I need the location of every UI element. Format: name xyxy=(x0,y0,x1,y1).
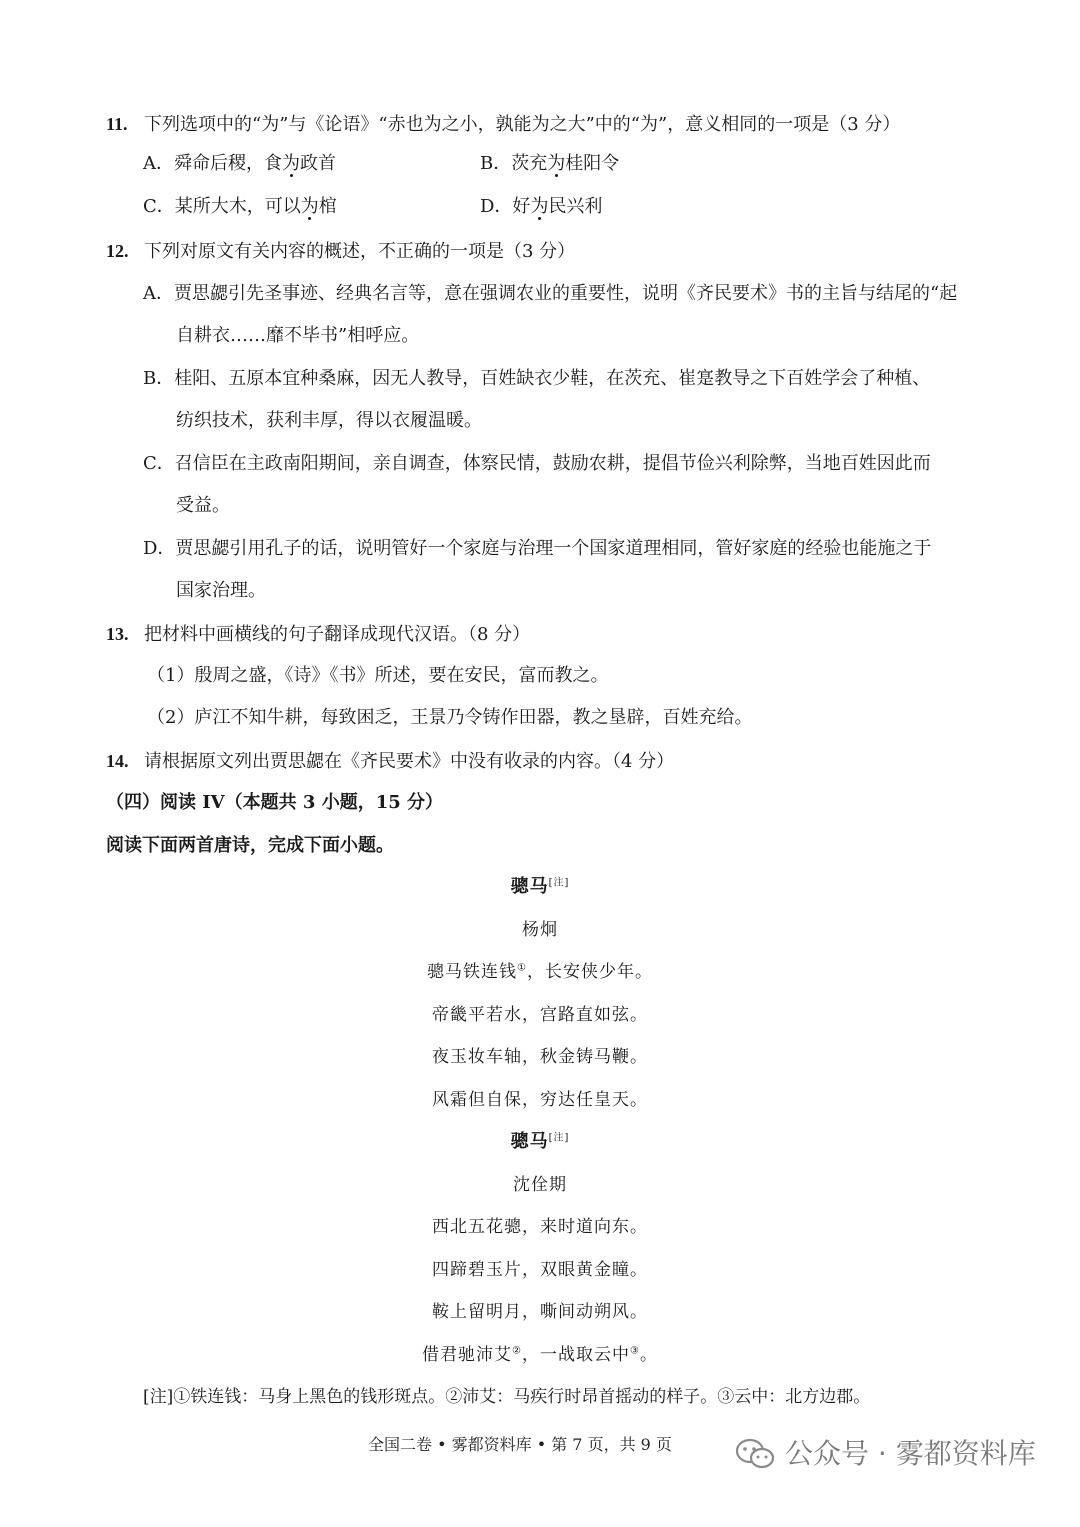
poem2-line-1: 西北五花骢，来时道向东。 xyxy=(432,1217,648,1237)
poem2-line-4: 借君驰沛艾②，一战取云中③。 xyxy=(422,1345,658,1365)
poem1-author: 杨炯 xyxy=(522,920,558,940)
poem2-line-3: 鞍上留明月，嘶间动朔风。 xyxy=(432,1302,648,1322)
q11-option-d: D．好为民兴利 xyxy=(480,196,603,217)
q13-sentence-1: （1）殷周之盛，《诗》《书》所述，要在安民，富而教之。 xyxy=(147,665,609,686)
q11-option-a: A．舜命后稷，食为政首 xyxy=(143,153,336,174)
q12-option-d-line2: 国家治理。 xyxy=(176,580,266,601)
watermark xyxy=(735,1434,1036,1474)
question-14 xyxy=(106,749,674,774)
poem-notes: [注]①铁连钱：马身上黑色的钱形斑点。②沛艾：马疾行时昂首摇动的样子。③云中：北方边郡。 xyxy=(143,1387,871,1407)
q12-option-b-line2: 纺织技术，获利丰厚，得以衣履温暖。 xyxy=(176,410,482,431)
q11-option-c: C．某所大木，可以为棺 xyxy=(143,196,337,217)
poem2-title: 骢马[注] xyxy=(510,1131,570,1152)
poem1-title: 骢马[注] xyxy=(510,876,570,897)
q12-option-b-line1: B．桂阳、五原本宜种桑麻，因无人教导，百姓缺衣少鞋，在茨充、崔寔教导之下百姓学会了种植、 xyxy=(143,368,931,389)
q12-option-a-line2: 自耕衣……靡不毕书”相呼应。 xyxy=(176,325,420,346)
poem1-line-4: 风霜但自保，穷达任皇天。 xyxy=(432,1090,648,1110)
poem1-line-1: 骢马铁连钱①，长安侠少年。 xyxy=(427,962,653,982)
section-instruction: 阅读下面两首唐诗，完成下面小题。 xyxy=(106,835,394,856)
question-text: 把材料中画横线的句子翻译成现代汉语。（8 分） xyxy=(144,624,531,645)
question-number: 14. xyxy=(106,751,129,771)
question-text: 下列选项中的“为”与《论语》“赤也为之小，孰能为之大”中的“为”，意义相同的一项是（3 分） xyxy=(144,114,901,135)
question-text: 下列对原文有关内容的概述，不正确的一项是（3 分） xyxy=(144,241,576,262)
q12-option-a-line1: A．贾思勰引先圣事迹、经典名言等，意在强调农业的重要性，说明《齐民要术》书的主旨与结尾的“起 xyxy=(143,283,958,304)
q12-option-c-line1: C．召信臣在主政南阳期间，亲自调查，体察民情，鼓励农耕，提倡节俭兴利除弊，当地百姓因此而 xyxy=(143,453,931,474)
poem2-author: 沈佺期 xyxy=(513,1175,567,1195)
poem1-line-3: 夜玉妆车轴，秋金铸马鞭。 xyxy=(432,1047,648,1067)
wechat-icon xyxy=(735,1438,775,1470)
poem1-line-2: 帝畿平若水，宫路直如弦。 xyxy=(432,1005,648,1025)
q11-option-b: B．茨充为桂阳令 xyxy=(480,153,620,174)
question-number: 11. xyxy=(106,114,128,134)
question-11 xyxy=(106,112,900,137)
question-13 xyxy=(106,622,530,647)
q13-sentence-2: （2）庐江不知牛耕，每致困乏，王景乃令铸作田器，教之垦辟，百姓充给。 xyxy=(147,707,753,728)
question-text: 请根据原文列出贾思勰在《齐民要术》中没有收录的内容。（4 分） xyxy=(144,751,675,772)
poem2-line-2: 四蹄碧玉片，双眼黄金瞳。 xyxy=(432,1260,648,1280)
question-number: 12. xyxy=(106,241,129,261)
question-12 xyxy=(106,239,575,264)
q12-option-c-line2: 受益。 xyxy=(176,495,230,516)
question-number: 13. xyxy=(106,624,129,644)
page-footer: 全国二卷 • 雾都资料库 • 第 7 页，共 9 页 xyxy=(368,1435,672,1454)
watermark-text: 公众号 · 雾都资料库 xyxy=(785,1437,1036,1470)
q12-option-d-line1: D．贾思勰引用孔子的话，说明管好一个家庭与治理一个国家道理相同，管好家庭的经验也能施之于 xyxy=(143,538,932,559)
section-heading: （四）阅读 IV（本题共 3 小题，15 分） xyxy=(106,792,444,813)
